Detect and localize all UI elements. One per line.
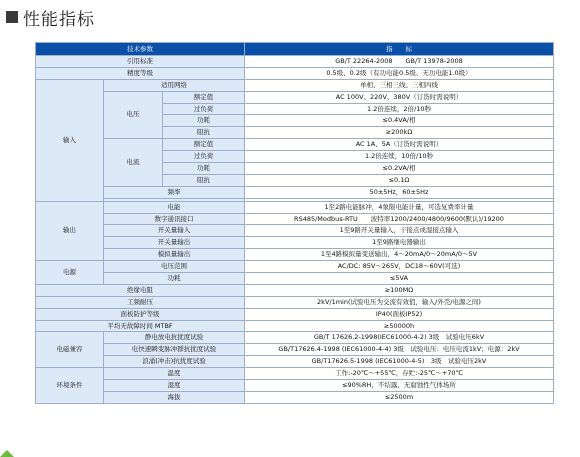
row-label: 阻抗 bbox=[163, 174, 245, 186]
page-title-bar bbox=[6, 6, 95, 28]
row-value: 1至2路电能脉冲，4象限电能计量，可选复费率计量 bbox=[245, 201, 554, 213]
row-label: 额定值 bbox=[163, 139, 245, 151]
table-row bbox=[36, 237, 554, 249]
row-label: 湿度 bbox=[104, 380, 245, 392]
row-value: ≤5VA bbox=[245, 273, 554, 285]
table-row bbox=[36, 296, 554, 308]
row-value: GB/T 17626.2-1998(IEC61000-4-2) 3级 试验电压6kV bbox=[245, 332, 554, 344]
row-value: AC/DC: 85V～265V，DC18～60V(可选) bbox=[245, 261, 554, 273]
row-value: ≤0.1Ω bbox=[245, 174, 554, 186]
row-label: 阻抗 bbox=[163, 127, 245, 139]
row-label: 数字通讯接口 bbox=[104, 213, 245, 225]
row-value: ≤2500m bbox=[245, 391, 554, 403]
row-value: AC 100V、220V、380V（订货时需说明） bbox=[245, 91, 554, 103]
title-bullet-icon bbox=[6, 11, 18, 23]
row-label: 适用网络 bbox=[104, 79, 245, 91]
table-row bbox=[36, 308, 554, 320]
table-row bbox=[36, 213, 554, 225]
row-value: 1至9路开关量输入，干接点或湿接点输入 bbox=[245, 225, 554, 237]
header-spec: 指 标 bbox=[245, 43, 554, 56]
row-value: 1至9路继电器输出 bbox=[245, 237, 554, 249]
row-label: 电能 bbox=[104, 201, 245, 213]
row-label: 功耗 bbox=[163, 115, 245, 127]
row-label: 绝缘电阻 bbox=[36, 284, 245, 296]
row-value: 1.2倍连续，10倍/10秒 bbox=[245, 151, 554, 163]
row-value: 工作:-20℃～+55℃，存贮:-25℃～+70℃ bbox=[245, 368, 554, 380]
row-value: IP40(面板IP52) bbox=[245, 308, 554, 320]
row-label: 引用标准 bbox=[36, 56, 245, 68]
row-label: 电快速瞬变脉冲群抗扰度试验 bbox=[104, 344, 245, 356]
table-row bbox=[36, 391, 554, 403]
table-row bbox=[36, 320, 554, 332]
table-row bbox=[36, 261, 554, 273]
row-value: AC 1A、5A（订货时需说明） bbox=[245, 139, 554, 151]
row-label: 频率 bbox=[104, 186, 245, 198]
row-value: 1至4路模拟量变送输出，4～20mA/0～20mA/0～5V bbox=[245, 249, 554, 261]
table-row bbox=[36, 356, 554, 368]
row-label: 模拟量输出 bbox=[104, 249, 245, 261]
row-value: RS485/Modbus-RTU 波特率1200/2400/4800/9600(默认)/19200 bbox=[245, 213, 554, 225]
row-label: 精度等级 bbox=[36, 67, 245, 79]
group-label-power: 电源 bbox=[36, 261, 104, 285]
group-label-environment: 环境条件 bbox=[36, 368, 104, 404]
table-row bbox=[36, 139, 554, 151]
table-row bbox=[36, 56, 554, 68]
subgroup-label-current: 电流 bbox=[104, 139, 163, 187]
row-value: GB/T17626.4-1998 (IEC61000-4-4) 3级 试验电压：电压电流1kV；电源：2kV bbox=[245, 344, 554, 356]
table-row bbox=[36, 332, 554, 344]
row-value: GB/T17626.5-1998 (IEC61000-4-5) 3级 试验电压2kV bbox=[245, 356, 554, 368]
table-row bbox=[36, 67, 554, 79]
table-row bbox=[36, 273, 554, 285]
row-label: 过负荷 bbox=[163, 151, 245, 163]
row-label: 浪涌(冲击)抗扰度试验 bbox=[104, 356, 245, 368]
table-row bbox=[36, 91, 554, 103]
row-value: ≥50000h bbox=[245, 320, 554, 332]
row-value: ≥200kΩ bbox=[245, 127, 554, 139]
group-label-emc: 电磁兼容 bbox=[36, 332, 104, 368]
group-label-input: 输入 bbox=[36, 79, 104, 201]
row-label: 额定值 bbox=[163, 91, 245, 103]
spec-table bbox=[35, 42, 554, 404]
table-row bbox=[36, 284, 554, 296]
row-value: 1.2倍连续，2倍/10秒 bbox=[245, 103, 554, 115]
table-row bbox=[36, 344, 554, 356]
row-value: 2kV/1min(试验电压为交流有效值，输入/外壳/电源之间) bbox=[245, 296, 554, 308]
row-label: 温度 bbox=[104, 368, 245, 380]
row-value: 单相、三相三线、三相四线 bbox=[245, 79, 554, 91]
row-value: ≤0.2VA/相 bbox=[245, 163, 554, 175]
row-value: GB/T 22264-2008 GB/T 13978-2008 bbox=[245, 56, 554, 68]
row-label: 功耗 bbox=[163, 163, 245, 175]
row-label: 面板防护等级 bbox=[36, 308, 245, 320]
row-label: 静电放电抗扰度试验 bbox=[104, 332, 245, 344]
row-label: 海拔 bbox=[104, 391, 245, 403]
row-label: 平均无故障时间 MTBF bbox=[36, 320, 245, 332]
table-row bbox=[36, 79, 554, 91]
row-value: ≤90%RH，不结露，无腐蚀性气体场所 bbox=[245, 380, 554, 392]
row-label: 电压范围 bbox=[104, 261, 245, 273]
row-label: 开关量输出 bbox=[104, 237, 245, 249]
row-label: 功耗 bbox=[104, 273, 245, 285]
row-label: 工频耐压 bbox=[36, 296, 245, 308]
table-header-row bbox=[36, 43, 554, 56]
header-param: 技术参数 bbox=[36, 43, 245, 56]
table-row bbox=[36, 201, 554, 213]
row-value: 50±5Hz，60±5Hz bbox=[245, 186, 554, 198]
subgroup-label-voltage: 电压 bbox=[104, 91, 163, 139]
row-value: ≤0.4VA/相 bbox=[245, 115, 554, 127]
table-row bbox=[36, 368, 554, 380]
page-title: 性能指标 bbox=[23, 9, 95, 30]
table-row bbox=[36, 380, 554, 392]
row-value: ≥100MΩ bbox=[245, 284, 554, 296]
group-label-output: 输出 bbox=[36, 201, 104, 260]
row-value: 0.5级、0.2级（有功电能0.5级、无功电能1.0级） bbox=[245, 67, 554, 79]
row-label: 过负荷 bbox=[163, 103, 245, 115]
table-row bbox=[36, 186, 554, 198]
table-row bbox=[36, 249, 554, 261]
table-row bbox=[36, 225, 554, 237]
corner-mark-icon bbox=[0, 449, 14, 457]
row-label: 开关量输入 bbox=[104, 225, 245, 237]
